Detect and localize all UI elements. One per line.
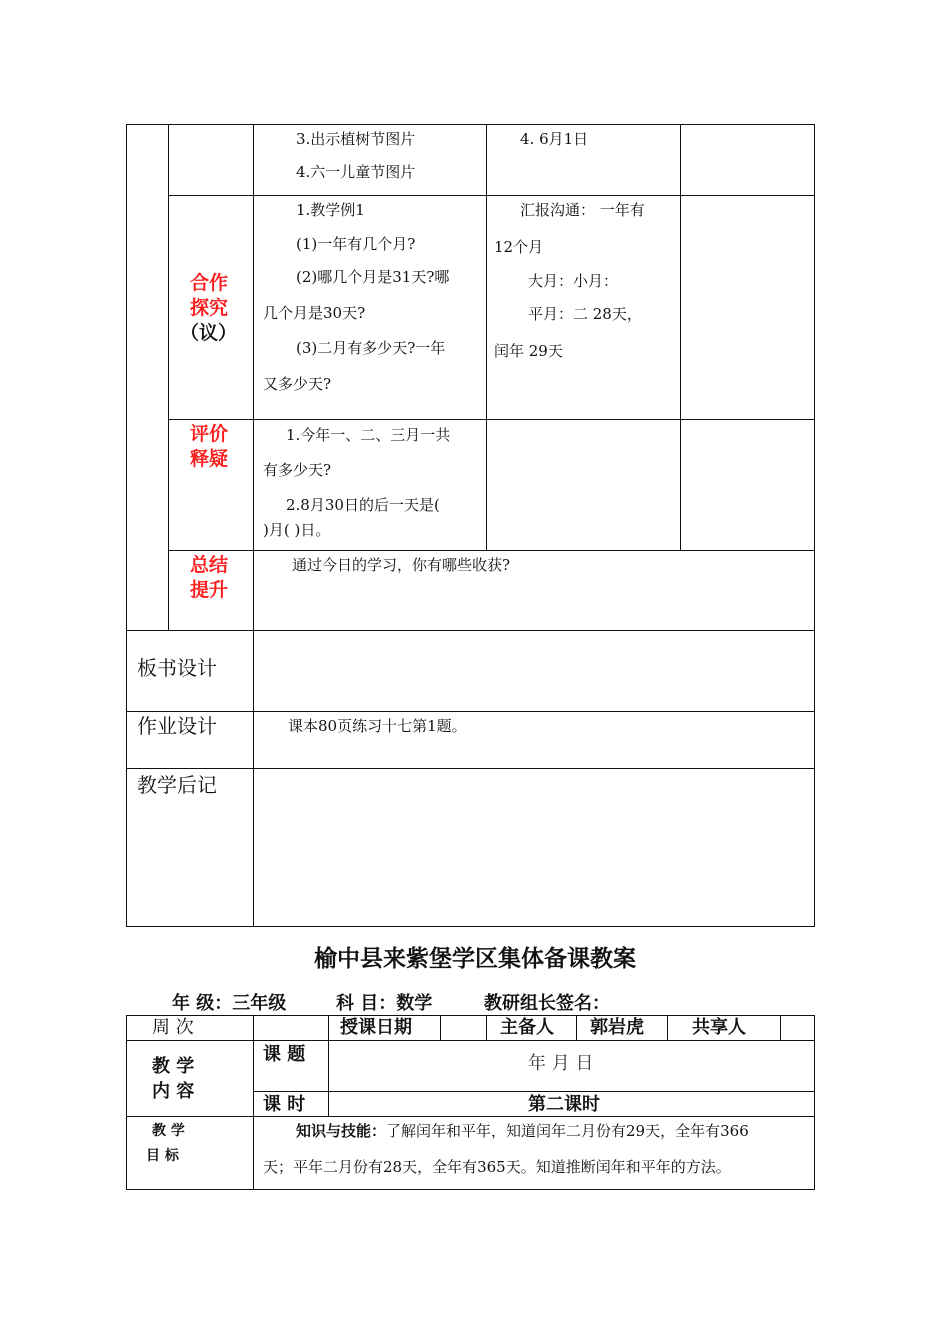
date-value: 年 月 日 — [528, 1053, 594, 1074]
topic-label: 课 题 — [263, 1044, 306, 1065]
preparer-label: 主备人 — [500, 1017, 554, 1038]
method-line: 1.教学例1 — [296, 201, 365, 219]
student-line: 12个月 — [494, 238, 544, 256]
leader-signature-label: 教研组长签名： — [484, 993, 610, 1014]
share-label: 共享人 — [692, 1017, 746, 1038]
content-label: 教 学 — [152, 1056, 195, 1077]
section-label: 评价 — [190, 423, 229, 445]
grade-info: 年 级：三年级 — [172, 993, 287, 1014]
document-title: 榆中县来紫堡学区集体备课教案 — [314, 946, 636, 972]
student-line: 汇报沟通： 一年有 — [520, 201, 645, 219]
student-line: 闰年 29天 — [494, 342, 563, 360]
homework-label: 作业设计 — [137, 714, 217, 738]
goal-heading: 知识与技能： — [296, 1122, 387, 1140]
section-label: 探究 — [190, 297, 229, 319]
goal-text-line-2: 天；平年二月份有28天，全年有365天。知道推断闰年和平年的方法。 — [263, 1158, 731, 1176]
method-line: )月( )日。 — [263, 521, 331, 539]
method-line: 1.今年一、二、三月一共 — [286, 426, 451, 444]
method-line: 有多少天? — [263, 461, 332, 479]
goal-label: 目 标 — [146, 1148, 179, 1164]
goal-text-line-1 — [296, 1121, 749, 1141]
section-label: 提升 — [190, 579, 229, 601]
week-label: 周 次 — [152, 1017, 194, 1038]
content-label: 内 容 — [152, 1081, 195, 1102]
goal-text: 了解闰年和平年，知道闰年二月份有29天，全年有366 — [386, 1122, 749, 1140]
period-value: 第二课时 — [528, 1094, 600, 1115]
summary-text: 通过今日的学习，你有哪些收获? — [292, 556, 511, 574]
method-line: 4.六一儿童节图片 — [296, 163, 416, 181]
method-line: 2.8月30日的后一天是( — [286, 496, 440, 514]
method-line: 几个月是30天? — [263, 304, 366, 322]
reflection-label: 教学后记 — [137, 773, 217, 797]
method-line: (1)一年有几个月? — [296, 235, 416, 253]
subject-info: 科 目：数学 — [336, 993, 433, 1014]
period-label: 课 时 — [263, 1094, 306, 1115]
student-line: 平月：二 28天， — [528, 305, 642, 323]
student-line: 4. 6月1日 — [520, 130, 589, 148]
goal-label: 教 学 — [152, 1123, 185, 1139]
student-line: 大月：小月： — [528, 272, 619, 290]
method-line: 又多少天? — [263, 375, 332, 393]
method-line: (3)二月有多少天?一年 — [296, 339, 446, 357]
preparer-name: 郭岩虎 — [590, 1017, 644, 1038]
method-line: (2)哪几个月是31天?哪 — [296, 268, 450, 286]
method-line: 3.出示植树节图片 — [296, 130, 416, 148]
section-label: 释疑 — [190, 448, 229, 470]
board-label: 板书设计 — [137, 656, 217, 680]
section-label: 合作 — [190, 272, 229, 294]
section-label: 总结 — [190, 554, 229, 576]
class-date-label: 授课日期 — [340, 1017, 412, 1038]
section-label: （议） — [180, 322, 238, 344]
homework-text: 课本80页练习十七第1题。 — [288, 717, 467, 735]
